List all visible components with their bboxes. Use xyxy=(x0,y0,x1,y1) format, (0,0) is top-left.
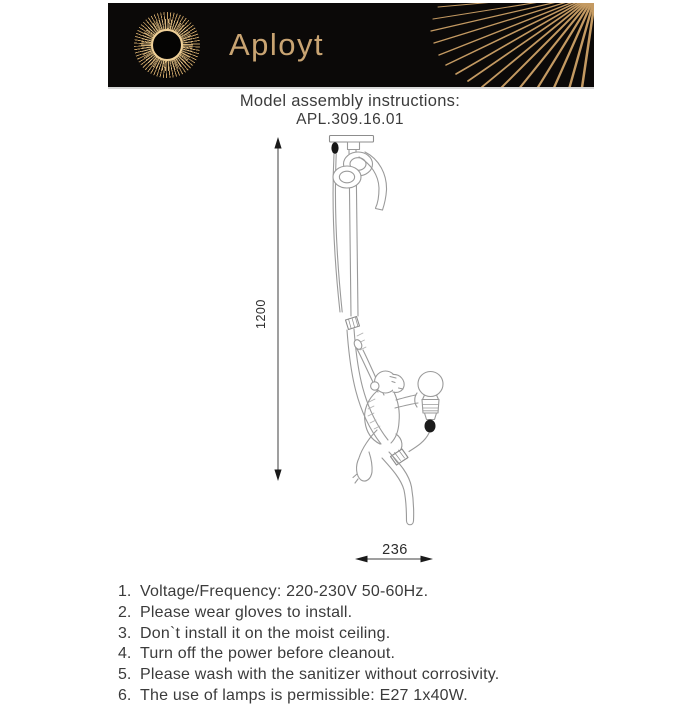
list-item xyxy=(118,582,499,603)
height-dimension-label: 1200 xyxy=(254,299,268,329)
list-item xyxy=(118,624,499,645)
model-number: APL.309.16.01 xyxy=(296,111,404,128)
page-title: Model assembly instructions: xyxy=(239,92,461,110)
instruction-list xyxy=(118,582,499,707)
plate-connector xyxy=(348,142,360,150)
item-number: 6. xyxy=(118,686,132,704)
dimension-lines xyxy=(274,137,433,562)
rope-binding xyxy=(346,317,360,330)
list-item xyxy=(118,665,499,686)
item-text: Voltage/Frequency: 220-230V 50-60Hz. xyxy=(140,583,429,600)
socket-cap xyxy=(425,420,436,433)
item-number: 3. xyxy=(118,624,132,642)
list-item xyxy=(118,603,499,624)
toggle-knob xyxy=(331,142,338,154)
bulb-assembly xyxy=(409,372,443,452)
item-text: Please wash with the sanitizer without corrosivity. xyxy=(140,666,500,684)
list-item xyxy=(118,644,499,665)
bulb-wire xyxy=(409,433,429,452)
light-bulb xyxy=(418,372,443,397)
item-text: Don`t install it on the moist ceiling. xyxy=(140,624,391,642)
item-text: Turn off the power before cleanout. xyxy=(140,645,396,663)
list-item xyxy=(118,686,499,707)
item-number: 1. xyxy=(118,583,132,600)
item-number: 4. xyxy=(118,645,132,663)
item-number: 5. xyxy=(118,666,132,684)
item-text: The use of lamps is permissible: E27 1x40W. xyxy=(140,686,468,704)
brand-wordmark: Aployt xyxy=(229,27,325,62)
ceiling-plate xyxy=(330,136,374,143)
item-text: Please wear gloves to install. xyxy=(140,603,353,621)
item-number: 2. xyxy=(118,603,132,621)
monkey-torso xyxy=(365,391,380,444)
width-dimension-label: 236 xyxy=(382,542,408,558)
